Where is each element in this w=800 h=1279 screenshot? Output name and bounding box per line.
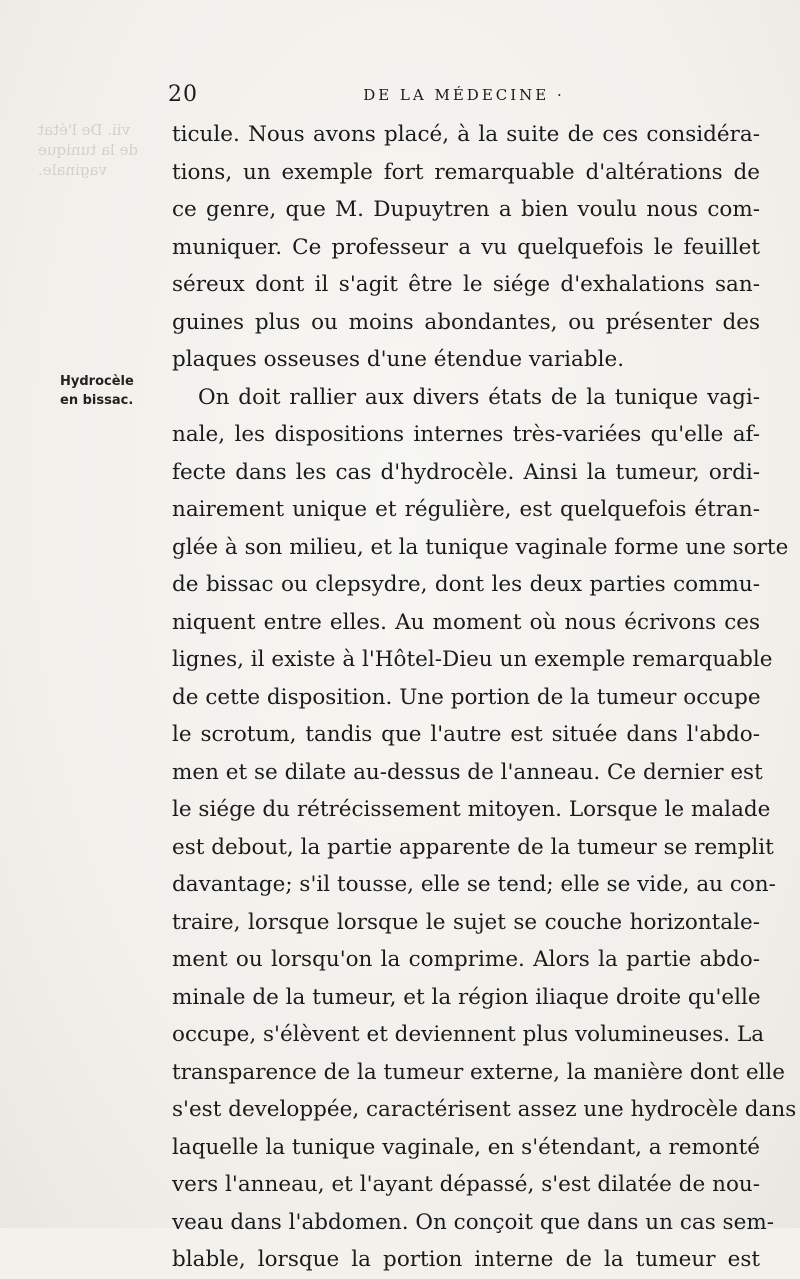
text-line: blable, lorsque la portion interne de la tumeur est <box>172 1247 760 1272</box>
text-line: fecte dans les cas d'hydrocèle. Ainsi la tumeur, ordi- <box>172 459 760 485</box>
text-line: On doit rallier aux divers états de la tunique vagi- <box>198 384 760 410</box>
text-line: traire, lorsque lorsque le sujet se couche horizontale- <box>172 909 760 935</box>
text-line: tions, un exemple fort remarquable d'altérations de <box>172 159 760 185</box>
text-line: de bissac ou clepsydre, dont les deux parties commu- <box>172 572 760 597</box>
text-line: vers l'anneau, et l'ayant dépassé, s'est dilatée de nou- <box>172 1172 760 1197</box>
text-line: veau dans l'abdomen. On conçoit que dans un cas sem- <box>172 1209 774 1235</box>
text-line: niquent entre elles. Au moment où nous écrivons ces <box>172 609 760 635</box>
text-line: guines plus ou moins abondantes, ou présenter des <box>172 309 760 335</box>
text-line: s'est developpée, caractérisent assez une hydrocèle dans <box>172 1097 797 1122</box>
bleed-through-line: de la tunique <box>38 141 139 159</box>
margin-note <box>60 372 160 410</box>
text-line: laquelle la tunique vaginale, en s'étendant, a remonté <box>172 1134 760 1160</box>
bleed-through-line: vii. De l'état <box>38 121 131 139</box>
text-line: glée à son milieu, et la tunique vaginale forme une sorte <box>172 534 789 560</box>
margin-note-line: en bissac. <box>60 393 134 408</box>
text-line: ce genre, que M. Dupuytren a bien voulu nous com- <box>172 197 760 222</box>
text-line: de cette disposition. Une portion de la tumeur occupe <box>172 684 761 710</box>
text-line: séreux dont il s'agit être le siége d'exhalations san- <box>172 272 760 297</box>
text-line: ticule. Nous avons placé, à la suite de ces considéra- <box>172 122 760 147</box>
margin-note-line: Hydrocèle <box>60 374 134 389</box>
page-number: 20 <box>168 82 198 107</box>
text-line: men et se dilate au-dessus de l'anneau. Ce dernier est <box>172 759 763 785</box>
text-line: muniquer. Ce professeur a vu quelquefois le feuillet <box>172 234 760 260</box>
text-line: davantage; s'il tousse, elle se tend; elle se vide, au con- <box>172 872 776 897</box>
text-line: le siége du rétrécissement mitoyen. Lorsque le malade <box>172 797 771 822</box>
body-text <box>172 116 797 1279</box>
page-header <box>168 82 760 112</box>
text-line: minale de la tumeur, et la région iliaque droite qu'elle <box>172 984 761 1010</box>
running-title: DE LA MÉDECINE · <box>363 86 565 104</box>
text-line: lignes, il existe à l'Hôtel-Dieu un exemple remarquable <box>172 647 773 672</box>
text-line: occupe, s'élèvent et deviennent plus volumineuses. La <box>172 1022 765 1047</box>
bleed-through-line: vaginale. <box>38 161 107 179</box>
text-line: nale, les dispositions internes très-variées qu'elle af- <box>172 422 760 447</box>
text-line: nairement unique et régulière, est quelquefois étran- <box>172 497 760 522</box>
text-line: ment ou lorsqu'on la comprime. Alors la partie abdo- <box>172 947 760 972</box>
bleed-through-text <box>38 120 158 180</box>
text-line: le scrotum, tandis que l'autre est située dans l'abdo- <box>172 722 760 747</box>
text-line: plaques osseuses d'une étendue variable. <box>172 347 625 372</box>
text-line: est debout, la partie apparente de la tumeur se remplit <box>172 834 774 860</box>
text-line: transparence de la tumeur externe, la manière dont elle <box>172 1059 786 1085</box>
